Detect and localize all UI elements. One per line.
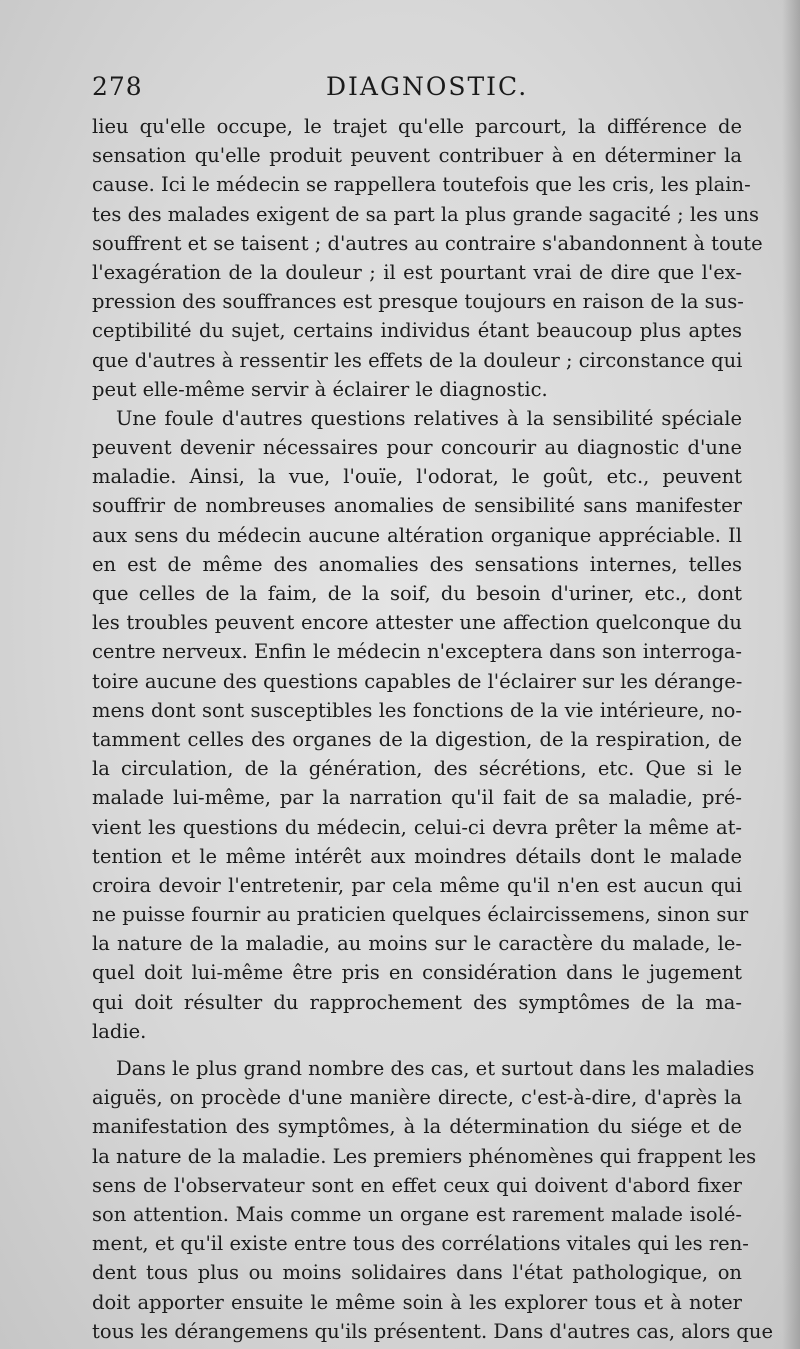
paragraph-2 [92, 404, 749, 1046]
text-line: l'exagération de la douleur ; il est pourtant vrai de dire que l'ex- [92, 260, 742, 284]
text-line: souffrir de nombreuses anomalies de sensibilité sans manifester [92, 494, 742, 518]
text-line: les troubles peuvent encore attester une affection quelconque du [92, 611, 742, 635]
text-line: ne puisse fournir au praticien quelques éclaircissemens, sinon sur [92, 903, 749, 927]
text-line: aux sens du médecin aucune altération organique appréciable. Il [92, 523, 742, 547]
text-line: tous les dérangemens qu'ils présentent. Dans d'autres cas, alors que [92, 1319, 773, 1343]
text-line: quel doit lui-même être pris en considération dans le jugement [92, 961, 742, 985]
paragraph-3 [92, 1054, 773, 1346]
text-line: sens de l'observateur sont en effet ceux qui doivent d'abord fixer [92, 1173, 742, 1197]
text-line: maladie. Ainsi, la vue, l'ouïe, l'odorat, le goût, etc., peuvent [92, 465, 742, 489]
text-line: son attention. Mais comme un organe est rarement malade isolé- [92, 1202, 742, 1226]
text-line: sensation qu'elle produit peuvent contribuer à en déterminer la [92, 144, 742, 168]
text-line: toire aucune des questions capables de l'éclairer sur les dérange- [92, 669, 743, 693]
text-line: centre nerveux. Enfin le médecin n'exceptera dans son interroga- [92, 640, 742, 664]
page-edge-shadow [782, 0, 800, 1349]
text-line: Une foule d'autres questions relatives à la sensibilité spéciale [116, 406, 742, 430]
text-line: doit apporter ensuite le même soin à les explorer tous et à noter [92, 1290, 742, 1314]
body-text [92, 112, 773, 1346]
text-line: manifestation des symptômes, à la détermination du siége et de [92, 1115, 742, 1139]
text-line: la circulation, de la génération, des sécrétions, etc. Que si le [92, 757, 742, 781]
text-line: la nature de la maladie. Les premiers phénomènes qui frappent les [92, 1144, 757, 1168]
text-line: qui doit résulter du rapprochement des symptômes de la ma- [92, 990, 742, 1014]
text-line: mens dont sont susceptibles les fonctions de la vie intérieure, no- [92, 698, 742, 722]
text-line: que celles de la faim, de la soif, du besoin d'uriner, etc., dont [92, 582, 742, 605]
text-line: peuvent devenir nécessaires pour concourir au diagnostic d'une [92, 436, 742, 460]
text-line: lieu qu'elle occupe, le trajet qu'elle parcourt, la différence de [92, 115, 742, 138]
text-line: tamment celles des organes de la digestion, de la respiration, de [92, 727, 742, 751]
text-line: pression des souffrances est presque toujours en raison de la sus- [92, 290, 744, 314]
text-line: en est de même des anomalies des sensations internes, telles [92, 552, 742, 576]
text-line: souffrent et se taisent ; d'autres au contraire s'abandonnent à toute [92, 231, 763, 255]
text-line: que d'autres à ressentir les effets de la douleur ; circonstance qui [92, 348, 743, 372]
paragraph-gap [92, 1046, 742, 1054]
paragraph-1 [92, 112, 763, 404]
text-line: ceptibilité du sujet, certains individus étant beaucoup plus aptes [92, 319, 742, 343]
text-line: Dans le plus grand nombre des cas, et surtout dans les maladies [116, 1057, 755, 1080]
text-line: vient les questions du médecin, celui-ci devra prêter la même at- [92, 815, 742, 839]
page-number: 278 [92, 72, 143, 101]
text-line: dent tous plus ou moins solidaires dans l'état pathologique, on [92, 1261, 742, 1285]
text-line: ment, et qu'il existe entre tous des corrélations vitales qui les ren- [92, 1232, 749, 1256]
text-line: tention et le même intérêt aux moindres détails dont le malade [92, 844, 742, 868]
text-line: aiguës, on procède d'une manière directe, c'est-à-dire, d'après la [92, 1086, 742, 1110]
text-line: peut elle-même servir à éclairer le diagnostic. [92, 377, 548, 401]
text-line: malade lui-même, par la narration qu'il fait de sa maladie, pré- [92, 786, 742, 810]
text-line: croira devoir l'entretenir, par cela même qu'il n'en est aucun qui [92, 873, 742, 897]
page-header [92, 68, 742, 108]
running-title: DIAGNOSTIC. [326, 72, 529, 101]
text-line: la nature de la maladie, au moins sur le caractère du malade, le- [92, 932, 742, 956]
text-line: cause. Ici le médecin se rappellera toutefois que les cris, les plain- [92, 173, 751, 197]
text-line: tes des malades exigent de sa part la plus grande sagacité ; les uns [92, 202, 760, 226]
text-line: ladie. [92, 1019, 147, 1043]
